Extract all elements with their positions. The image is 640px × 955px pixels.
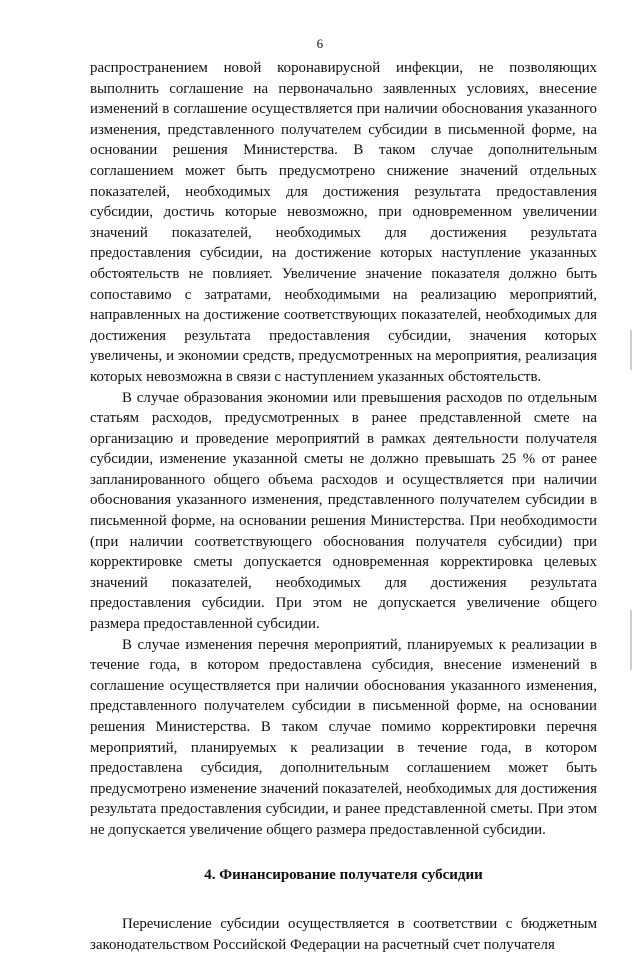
- paragraph-events-list-changes: В случае изменения перечня мероприятий, планируемых к реализации в течение года, в котором предоставлена субсидия, внесение изменений в соглашение осуществляется при наличии обоснования указанного изменения, представленного получателем субсидии в письменной форме, на основании решения Министерства. В таком случае помимо корректировки перечня мероприятий, планируемых к реализации в течение года, в котором предоставлена субсидия, дополнительным соглашением может быть предусмотрено изменение значений показателей, необходимых для достижения результата предоставления субсидии, и ранее представленной сметы. При этом не допускается увеличение общего размера предоставленной субсидии.: [90, 636, 597, 838]
- paragraph-financing: Перечисление субсидии осуществляется в соответствии с бюджетным законодательством Российской Федерации на расчетный счет получателя: [90, 916, 597, 953]
- scan-edge-mark: [630, 610, 632, 670]
- paragraph-continuation: распространением новой коронавирусной инфекции, не позволяющих выполнить соглашение на первоначально заявленных условиях, внесение изменений в соглашение осуществляется при наличии обоснования указанного изменения, представленного получателем субсидии в письменной форме, на основании решения Министерства. В таком случае дополнительным соглашением может быть предусмотрено снижение значений отдельных показателей, необходимых для достижения результата предоставления субсидии, достичь которые невозможно, при одновременном увеличении значений показателей, необходимых для достижения результата предоставления субсидии, на достижение которых наступление указанных обстоятельств не повлияет. Увеличение значение показателя должно быть сопоставимо с затратами, необходимыми на реализацию мероприятий, направленных на достижение соответствующих показателей, необходимых для достижения результата предоставления субсидии, значения которых увеличены, и экономии средств, предусмотренных на мероприятия, реализация которых невозможна в связи с наступлением указанных обстоятельств.: [90, 60, 597, 385]
- page-number: 6: [316, 36, 324, 51]
- document-body: [90, 58, 597, 955]
- scan-edge-mark: [630, 330, 632, 370]
- section-heading: 4. Финансирование получателя субсидии: [204, 866, 483, 883]
- paragraph-estimate-changes: В случае образования экономии или превышения расходов по отдельным статьям расходов, предусмотренных в ранее представленной смете на организацию и проведение мероприятий в рамках деятельности получателя субсидии, изменение указанной сметы не должно превышать 25 % от ранее запланированного общего объема расходов и осуществляется при наличии обоснования указанного изменения, представленного получателем субсидии в письменной форме, на основании решения Министерства. При необходимости (при наличии соответствующего обоснования получателя субсидии) при корректировке сметы допускается одновременная корректировка целевых значений показателей, необходимых для достижения результата предоставления субсидии. При этом не допускается увеличение общего размера предоставленной субсидии.: [90, 389, 597, 633]
